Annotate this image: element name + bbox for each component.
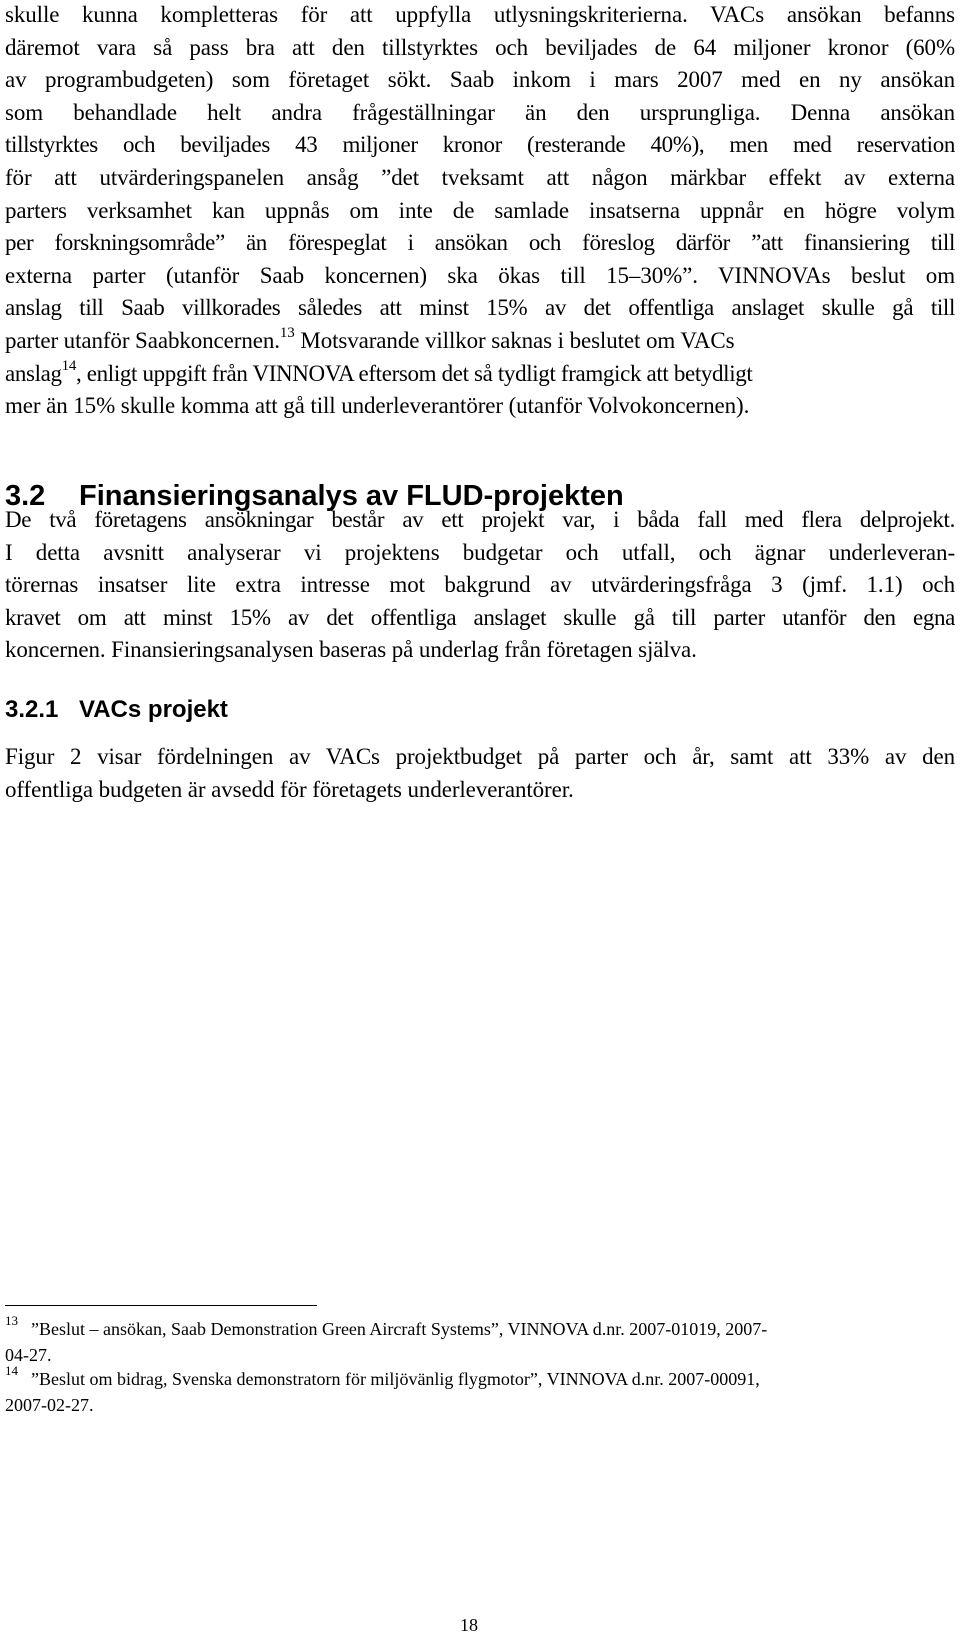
text-line: externa parter (utanför Saab koncernen) ska ökas till 15–30%”. VINNOVAs beslut om — [5, 262, 955, 288]
paragraph-financing-analysis — [5, 504, 955, 667]
section-heading-3-2-1 — [5, 695, 228, 725]
footnote-line: 04-27. — [5, 1345, 52, 1365]
text-line: De två företagens ansökningar består av ett projekt var, i båda fall med flera delprojekt. — [5, 507, 955, 532]
text-line: parters verksamhet kan uppnås om inte de samlade insatserna uppnår en högre volym — [5, 197, 955, 223]
page-number: 18 — [460, 1615, 478, 1635]
paragraph-figure-reference — [5, 741, 955, 806]
text-line: anslag till Saab villkorades således att minst 15% av det offentliga anslaget skulle gå till — [5, 295, 955, 321]
footnote-line: 2007-02-27. — [5, 1395, 94, 1415]
text-line — [5, 325, 955, 358]
footnote-ref-13[interactable]: 13 — [279, 325, 295, 342]
text-line: per forskningsområde” än förespeglat i ansökan och föreslog därför ”att finansiering till — [5, 230, 955, 256]
text-line: av programbudgeten) som företaget sökt. Saab inkom i mars 2007 med en ny ansökan — [5, 67, 955, 93]
text-segment: , enligt uppgift från VINNOVA eftersom det så tydligt framgick att betydligt — [75, 360, 753, 386]
footnote-13 — [5, 1313, 920, 1368]
footnote-line: $^{14}$ ”Beslut om bidrag, Svenska demonstratorn för miljövänlig flygmotor”, VINNOVA d.nr. 2007-00091, — [5, 1363, 760, 1389]
text-segment: parter utanför Saabkoncernen. — [5, 327, 280, 353]
text-line: som behandlade helt andra frågeställningar än den ursprungliga. Denna ansökan — [5, 99, 955, 125]
text-line: kravet om att minst 15% av det offentliga anslaget skulle gå till parter utanför den egna — [5, 604, 955, 630]
footnote-line: $^{13}$ ”Beslut – ansökan, Saab Demonstration Green Aircraft Systems”, VINNOVA d.nr. 2007-01019, 2007- — [5, 1313, 768, 1339]
section-number: 3.2 — [5, 480, 46, 512]
footnote-separator — [5, 1305, 317, 1306]
footnote-text: ”Beslut – ansökan, Saab Demonstration Green Aircraft Systems”, VINNOVA d.nr. 2007-01019, 2007- — [31, 1319, 768, 1339]
footnote-14 — [5, 1363, 920, 1418]
paragraph-funding-decisions — [5, 0, 955, 423]
footnote-text: ”Beslut om bidrag, Svenska demonstratorn för miljövänlig flygmotor”, VINNOVA d.nr. 2007-00091, — [31, 1369, 760, 1389]
section-number: 3.2.1 — [5, 696, 59, 723]
text-line: koncernen. Finansieringsanalysen baseras på underlag från företagen själva. — [5, 637, 697, 663]
text-line — [5, 358, 955, 391]
text-segment: Motsvarande villkor saknas i beslutet om VACs — [294, 327, 735, 353]
text-line: mer än 15% skulle komma att gå till underleverantörer (utanför Volvokoncernen). — [5, 393, 750, 419]
text-line: offentliga budgeten är avsedd för företagets underleverantörer. — [5, 776, 574, 802]
text-line: I detta avsnitt analyserar vi projektens budgetar och utfall, och ägnar underleveran- — [5, 539, 955, 565]
text-line: törernas insatser lite extra intresse mot bakgrund av utvärderingsfråga 3 (jmf. 1.1) och — [5, 572, 955, 598]
text-line: däremot vara så pass bra att den tillstyrktes och beviljades de 64 miljoner kronor (60% — [5, 34, 955, 60]
text-line: tillstyrktes och beviljades 43 miljoner kronor (resterande 40%), men med reservation — [5, 132, 955, 158]
text-line: skulle kunna kompletteras för att uppfylla utlysningskriterierna. VACs ansökan befanns — [5, 2, 955, 27]
section-title: VACs projekt — [79, 696, 228, 723]
text-segment: anslag — [5, 360, 62, 386]
text-line: för att utvärderingspanelen ansåg ”det tveksamt att någon märkbar effekt av externa — [5, 164, 955, 190]
footnote-ref-14[interactable]: 14 — [61, 357, 76, 374]
text-line: Figur 2 visar fördelningen av VACs projektbudget på parter och år, samt att 33% av den — [5, 744, 955, 769]
section-title: Finansieringsanalys av FLUD-projekten — [79, 480, 624, 512]
